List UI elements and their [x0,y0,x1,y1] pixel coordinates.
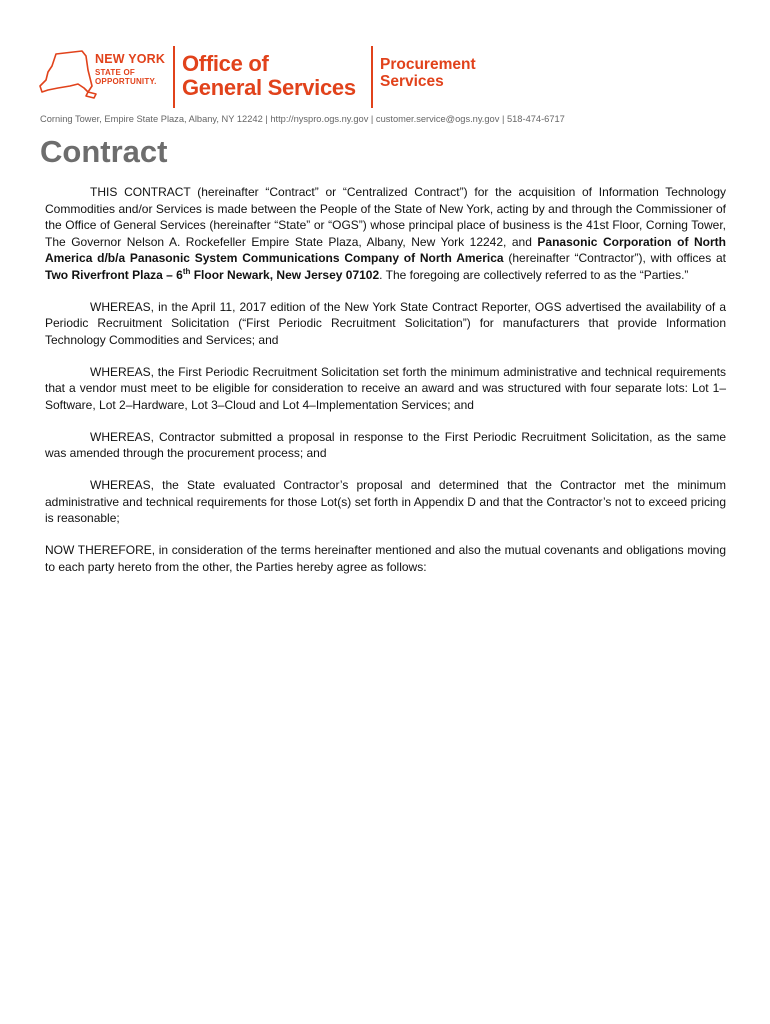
office-name [182,52,356,100]
ny-logo-line3: OPPORTUNITY. [95,76,157,86]
address-part2: Floor Newark, New Jersey 07102 [190,267,380,282]
paragraph-2: WHEREAS, in the April 11, 2017 edition of the New York State Contract Reporter, OGS advertised the availability of a Periodic Recruitment Solicitation (“First Periodic Recruitment Solicitation”) for manufacturers that provide Information Technology Commodities and Services; and [45,299,726,347]
document-body [45,184,726,591]
office-line1: Office of [182,51,269,76]
contractor-name: Panasonic Corporation of North America d/b/a Panasonic System Communications Company of North America [45,234,726,265]
contractor-address [45,268,379,282]
procurement-line2: Services [380,73,444,90]
procurement-line1: Procurement [380,56,476,73]
p1-text-a: THIS CONTRACT (hereinafter “Contract” or “Centralized Contract”) for the acquisition of Information Technology Commodities and/or Services is made between the People of the State of New York, acting by and through the Commissioner of the Office of General Services (hereinafter “State” or “OGS”) whose principal place of business is the 41st Floor, Corning Tower, The Governor Nelson A. Rockefeller Empire State Plaza, Albany, New York 12242, and [45,185,726,249]
p1-text-c: (hereinafter “Contractor”), with offices at [503,251,726,265]
paragraph-6: NOW THEREFORE, in consideration of the terms hereinafter mentioned and also the mutual covenants and obligations moving to each party hereto from the other, the Parties hereby agree as follows: [45,543,726,574]
paragraph-3: WHEREAS, the First Periodic Recruitment Solicitation set forth the minimum administrative and technical requirements that a vendor must meet to be eligible for consideration to receive an award and was structured with four separate lots: Lot 1–Software, Lot 2–Hardware, Lot 3–Cloud and Lot 4–Implementation Services; and [45,364,726,412]
divider [371,46,373,108]
contact-line: Corning Tower, Empire State Plaza, Albany, NY 12242 | http://nyspro.ogs.ny.gov | customer.service@ogs.ny.gov | 518-474-6717 [40,114,565,124]
paragraph-1 [45,184,726,283]
ny-logo-line1: NEW YORK [95,52,166,66]
address-part1: Two Riverfront Plaza – 6 [45,267,183,282]
ny-logo-line2: STATE OF [95,67,135,77]
paragraph-5: WHEREAS, the State evaluated Contractor’s proposal and determined that the Contractor met the minimum administrative and technical requirements for those Lot(s) set forth in Appendix D and that the Contractor’s not to exceed pricing is reasonable; [45,478,726,525]
department-name [380,56,476,90]
letterhead [38,42,738,112]
ordinal-suffix: th [182,266,191,276]
office-line2: General Services [182,75,356,100]
ny-state-logo-text [95,53,165,86]
new-york-state-map-icon [38,48,98,106]
divider [173,46,175,108]
p1-text-e: . The foregoing are collectively referred to as the “Parties.” [379,267,689,282]
page-title: Contract [40,134,168,169]
paragraph-4: WHEREAS, Contractor submitted a proposal in response to the First Periodic Recruitment Solicitation, as the same was amended through the procurement process; and [45,429,726,460]
